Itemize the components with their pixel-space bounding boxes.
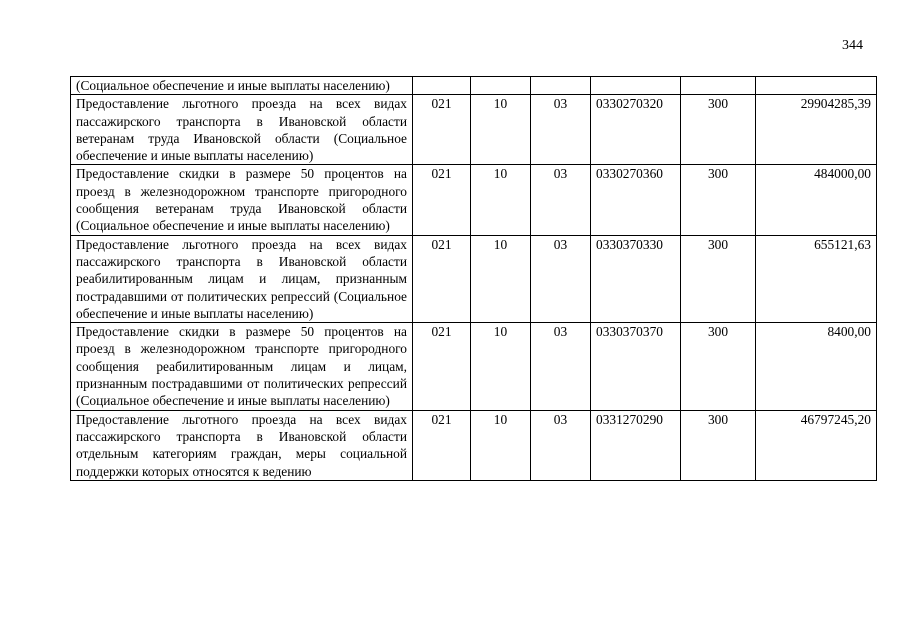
row-sum: 655121,63 (756, 235, 877, 322)
row-vr: 300 (681, 235, 756, 322)
row-gr: 021 (413, 95, 471, 165)
row-sum: 8400,00 (756, 323, 877, 410)
row-vr (681, 77, 756, 95)
row-vr: 300 (681, 95, 756, 165)
row-gr (413, 77, 471, 95)
table-row (71, 95, 877, 165)
row-pr (531, 77, 591, 95)
row-pr: 03 (531, 323, 591, 410)
row-gr: 021 (413, 323, 471, 410)
row-rz: 10 (471, 323, 531, 410)
row-name: Предоставление льготного проезда на всех видах пассажирского транспорта в Ивановской области реабилитированным лицам и лицам, признанным пострадавшими от политических репрессий (Социальное обеспечение и иные выплаты населению) (71, 235, 413, 322)
row-vr: 300 (681, 323, 756, 410)
row-vr: 300 (681, 410, 756, 480)
table-row (71, 235, 877, 322)
row-pr: 03 (531, 165, 591, 235)
row-csr: 0330370370 (591, 323, 681, 410)
budget-table (70, 76, 877, 481)
table-row (71, 165, 877, 235)
row-gr: 021 (413, 165, 471, 235)
row-csr: 0330270360 (591, 165, 681, 235)
page-number: 344 (842, 38, 863, 53)
row-rz (471, 77, 531, 95)
row-name: Предоставление скидки в размере 50 процентов на проезд в железнодорожном транспорте пригородного сообщения ветеранам труда Ивановской области (Социальное обеспечение и иные выплаты населению) (71, 165, 413, 235)
row-name: Предоставление льготного проезда на всех видах пассажирского транспорта в Ивановской области отдельным категориям граждан, меры социальной поддержки которых относятся к ведению (76, 411, 407, 479)
row-rz: 10 (471, 235, 531, 322)
row-gr: 021 (413, 410, 471, 480)
row-sum: 29904285,39 (756, 95, 877, 165)
row-name: Предоставление скидки в размере 50 процентов на проезд в железнодорожном транспорте пригородного сообщения реабилитированным лицам и лицам, признанным пострадавшими от политических репрессий (Социальное обеспечение и иные выплаты населению) (71, 323, 413, 410)
table-row (71, 77, 877, 95)
row-sum: 484000,00 (756, 165, 877, 235)
row-rz: 10 (471, 410, 531, 480)
row-vr: 300 (681, 165, 756, 235)
row-name: Предоставление льготного проезда на всех видах пассажирского транспорта в Ивановской области ветеранам труда Ивановской области (Социальное обеспечение и иные выплаты населению) (71, 95, 413, 165)
row-rz: 10 (471, 95, 531, 165)
row-sum: 46797245,20 (756, 410, 877, 480)
row-csr (591, 77, 681, 95)
row-csr: 0330270320 (591, 95, 681, 165)
row-pr: 03 (531, 95, 591, 165)
row-pr: 03 (531, 410, 591, 480)
row-csr: 0331270290 (591, 410, 681, 480)
row-csr: 0330370330 (591, 235, 681, 322)
row-rz: 10 (471, 165, 531, 235)
row-gr: 021 (413, 235, 471, 322)
row-pr: 03 (531, 235, 591, 322)
table-row (71, 410, 877, 480)
row-name-cell (71, 410, 413, 480)
table-row (71, 323, 877, 410)
row-sum (756, 77, 877, 95)
row-name: (Социальное обеспечение и иные выплаты населению) (71, 77, 413, 95)
